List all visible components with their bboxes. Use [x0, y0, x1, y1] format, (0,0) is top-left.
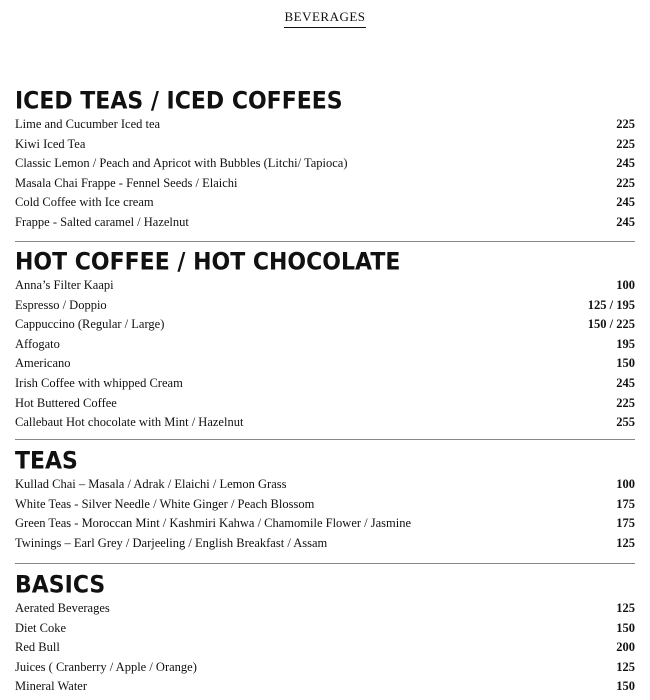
menu-item — [15, 213, 635, 233]
item-price: 175 — [616, 496, 635, 511]
item-name: Green Teas - Moroccan Mint / Kashmiri Kahwa / Chamomile Flower / Jasmine — [15, 516, 412, 531]
item-price: 245 — [616, 375, 635, 390]
section-title: HOT COFFEE / HOT CHOCOLATE — [15, 248, 401, 277]
item-name: Diet Coke — [15, 620, 67, 635]
menu-item — [15, 135, 635, 155]
menu-item — [15, 315, 635, 335]
item-price: 225 — [616, 117, 635, 131]
item-price: 125 — [616, 659, 635, 674]
menu-item — [15, 374, 635, 394]
item-price: 150 — [616, 620, 635, 635]
item-price: 245 — [616, 195, 635, 210]
item-name: Cold Coffee with Ice cream — [15, 195, 154, 210]
item-price: 225 — [616, 175, 635, 190]
item-price: 125 / 195 — [587, 297, 635, 312]
item-price: 225 — [616, 395, 635, 410]
section-title: TEAS — [15, 447, 78, 476]
item-price: 100 — [616, 278, 635, 292]
section-teas — [15, 447, 635, 553]
menu-item — [15, 534, 635, 554]
section-divider — [15, 563, 635, 564]
menu-item — [15, 619, 635, 639]
item-price: 125 — [616, 535, 635, 550]
item-price: 150 / 225 — [587, 317, 635, 332]
menu-item — [15, 677, 635, 697]
menu-item — [15, 599, 635, 619]
section-title: ICED TEAS / ICED COFFEES — [15, 87, 343, 116]
menu-header — [0, 8, 650, 28]
section-basics — [15, 571, 635, 697]
section-divider — [15, 241, 635, 242]
item-name: Affogato — [15, 336, 60, 351]
item-name: Hot Buttered Coffee — [15, 395, 117, 410]
item-price: 255 — [616, 415, 635, 430]
section-hot-coffee — [15, 248, 635, 433]
section-title: BASICS — [15, 571, 106, 600]
section-divider — [15, 439, 635, 440]
item-price: 125 — [616, 601, 635, 615]
menu-item — [15, 335, 635, 355]
item-price: 200 — [616, 640, 635, 655]
item-price: 245 — [616, 156, 635, 171]
item-name: Kullad Chai – Masala / Adrak / Elaichi / Lemon Grass — [15, 477, 287, 491]
item-name: Mineral Water — [15, 679, 87, 694]
item-price: 225 — [616, 136, 635, 151]
menu-item — [15, 394, 635, 414]
menu-item — [15, 475, 635, 495]
item-price: 100 — [616, 477, 635, 491]
menu-item — [15, 638, 635, 658]
item-name: Red Bull — [15, 640, 60, 655]
item-price: 245 — [616, 214, 635, 229]
item-name: White Teas - Silver Needle / White Ginger / Peach Blossom — [15, 496, 315, 511]
item-price: 195 — [616, 336, 635, 351]
item-price: 175 — [616, 516, 635, 531]
item-name: Espresso / Doppio — [15, 297, 107, 312]
menu-header-label: BEVERAGES — [284, 9, 365, 28]
item-name: Lime and Cucumber Iced tea — [15, 117, 161, 131]
menu-item — [15, 495, 635, 515]
item-name: Aerated Beverages — [15, 601, 110, 615]
menu-item — [15, 514, 635, 534]
menu-item — [15, 296, 635, 316]
item-price: 150 — [616, 679, 635, 694]
item-name: Americano — [15, 356, 71, 371]
item-price: 150 — [616, 356, 635, 371]
item-name: Twinings – Earl Grey / Darjeeling / English Breakfast / Assam — [15, 535, 328, 550]
item-name: Irish Coffee with whipped Cream — [15, 375, 183, 390]
item-name: Cappuccino (Regular / Large) — [15, 317, 165, 332]
item-name: Kiwi Iced Tea — [15, 136, 86, 151]
item-name: Masala Chai Frappe - Fennel Seeds / Elaichi — [15, 175, 238, 190]
menu-item — [15, 413, 635, 433]
menu-item — [15, 115, 635, 135]
menu-item — [15, 193, 635, 213]
item-name: Juices ( Cranberry / Apple / Orange) — [15, 659, 197, 674]
menu-item — [15, 154, 635, 174]
section-iced-teas — [15, 87, 635, 233]
item-name: Frappe - Salted caramel / Hazelnut — [15, 214, 189, 229]
menu-item — [15, 276, 635, 296]
item-name: Classic Lemon / Peach and Apricot with Bubbles (Litchi/ Tapioca) — [15, 156, 348, 171]
menu-item — [15, 658, 635, 678]
menu-item — [15, 354, 635, 374]
item-name: Callebaut Hot chocolate with Mint / Hazelnut — [15, 415, 244, 430]
item-name: Anna’s Filter Kaapi — [15, 278, 114, 292]
menu-item — [15, 174, 635, 194]
